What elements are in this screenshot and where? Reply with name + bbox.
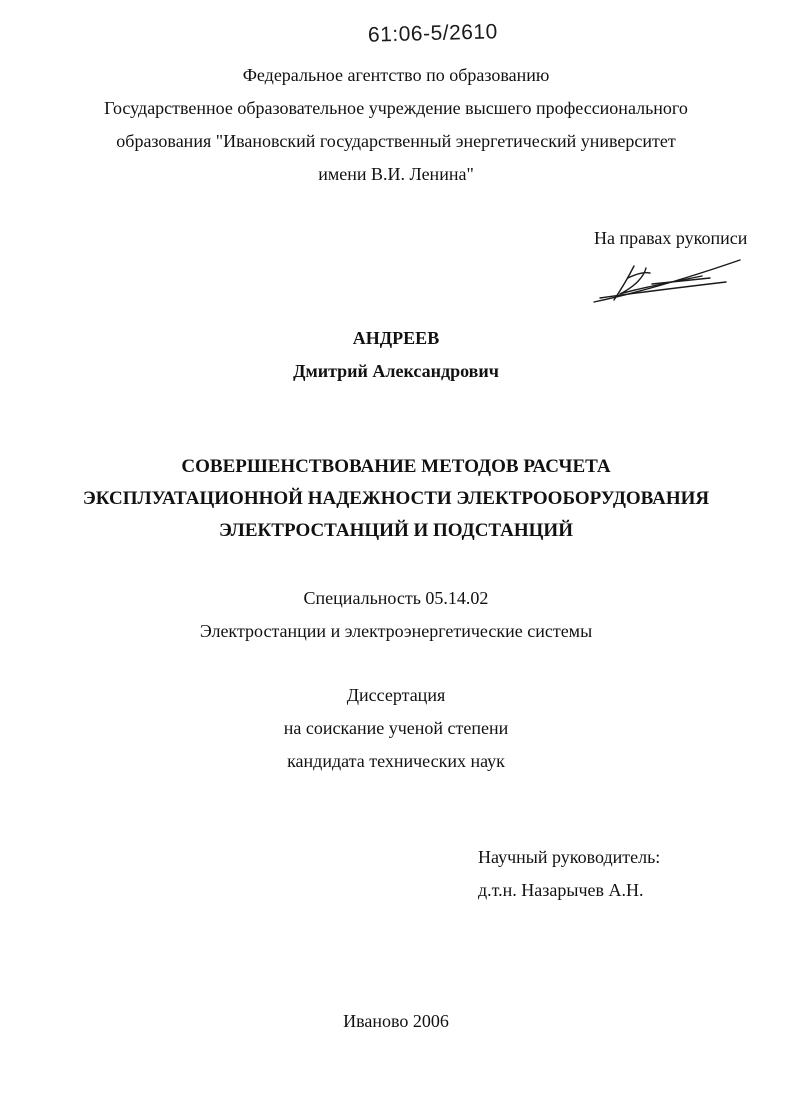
thesis-title-line1: СОВЕРШЕНСТВОВАНИЕ МЕТОДОВ РАСЧЕТА: [181, 456, 611, 477]
city-year: Иваново 2006: [343, 1011, 449, 1031]
author-name: Дмитрий Александрович: [293, 361, 499, 381]
advisor-label: Научный руководитель:: [478, 847, 661, 867]
specialty-name: Электростанции и электроэнергетические системы: [199, 621, 593, 641]
author-surname: АНДРЕЕВ: [352, 328, 440, 348]
header-agency: Федеральное агентство по образованию: [242, 65, 550, 85]
thesis-title-line2: ЭКСПЛУАТАЦИОННОЙ НАДЕЖНОСТИ ЭЛЕКТРООБОРУДОВАНИЯ: [82, 488, 710, 509]
archive-stamp: 61:06-5/2610: [367, 20, 499, 47]
author-signature: [592, 256, 744, 306]
thesis-title-line3: ЭЛЕКТРОСТАНЦИЙ И ПОДСТАНЦИЙ: [218, 520, 573, 541]
specialty-code: Специальность 05.14.02: [303, 588, 489, 608]
degree-type: Диссертация: [346, 685, 446, 705]
header-institution-line3: имени В.И. Ленина": [318, 164, 474, 184]
header-institution-line2: образования "Ивановский государственный энергетический университет: [116, 131, 676, 151]
advisor-name: д.т.н. Назарычев А.Н.: [478, 880, 644, 900]
degree-level: кандидата технических наук: [287, 751, 505, 771]
header-institution-line1: Государственное образовательное учреждение высшего профессионального: [104, 98, 688, 118]
degree-purpose: на соискание ученой степени: [283, 718, 509, 738]
manuscript-rights-note: На правах рукописи: [594, 228, 748, 248]
